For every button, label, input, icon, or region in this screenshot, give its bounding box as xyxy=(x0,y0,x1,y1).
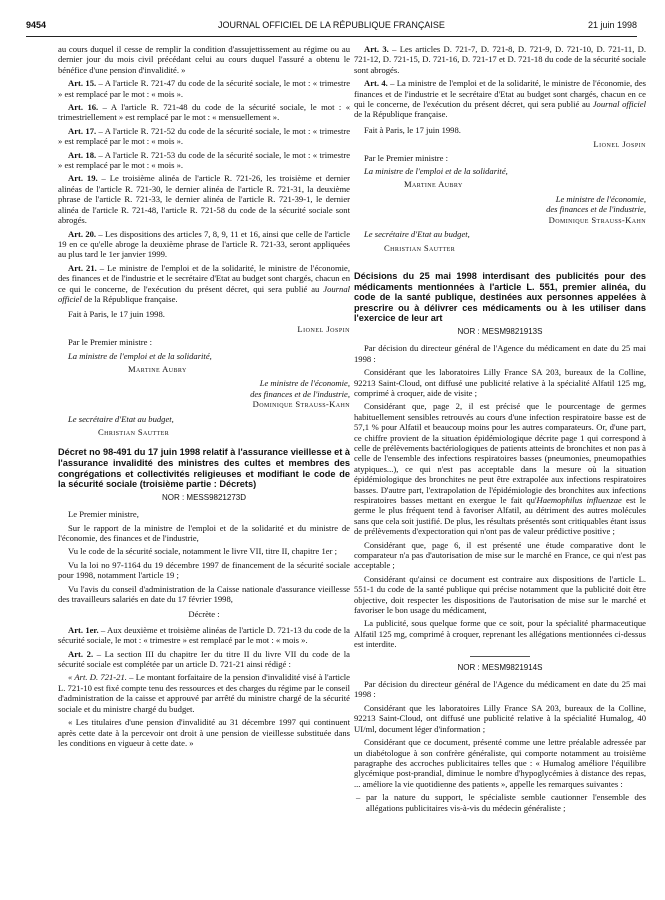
decision-2-considerant-1: Considérant que les laboratoires Lilly France SA 203, bureaux de la Colline, 92213 Saint-Cloud, ont diffusé une publicité relative à la spécialité Humalog, 40 UI/ml, document léger d'information ; xyxy=(354,702,646,734)
article-16: Art. 16. – A l'article R. 721-48 du code de la sécurité sociale, le mot : « trimestriellement » est remplacé par le mot : « mensuellement ». xyxy=(58,102,351,123)
decision-2-bullet-1: – par la nature du support, le spécialiste semble cautionner l'ensemble des allégations publicitaires vis-à-vis du médecin généraliste ; xyxy=(354,792,646,813)
right-column xyxy=(354,44,646,816)
article-3: Art. 3. – Les articles D. 721-7, D. 721-8, D. 721-9, D. 721-10, D. 721-11, D. 721-12, D. 721-15, D. 721-16, D. 721-17 et D. 721-18 du code de la sécurité sociale sont abrogés. xyxy=(354,44,646,75)
header-rule xyxy=(26,36,637,37)
decision-2-intro: Par décision du directeur général de l'Agence du médicament en date du 25 mai 1998 : xyxy=(354,679,646,700)
decree-title: Décret no 98-491 du 17 juin 1998 relatif à l'assurance vieillesse et à l'assurance invalidité des ministres des cultes et membres des congrégations et collectivités religieuses et modifiant le code de la sécurité sociale (troisième partie : Décrets) xyxy=(58,447,350,490)
article-17: Art. 17. – A l'article R. 721-52 du code de la sécurité sociale, le mot : « trimestre » est remplacé par le mot : « mois ». xyxy=(58,125,351,147)
by-prime-minister: Par le Premier ministre : xyxy=(364,152,449,163)
nor-reference-1: NOR : MESM9821913S xyxy=(457,326,543,336)
preamble-rapport: Sur le rapport de la ministre de l'emploi et de la solidarité et du ministre de l'économie, des finances et de l'industrie, xyxy=(58,522,350,543)
decision-1-considerant-4: Considérant qu'ainsi ce document est contraire aux dispositions de l'article L. 551-1 du code de la santé publique qui précise notamment que la publicité doit être objective, doit respecter les dispositions de l'autorisation de mise sur le marché et favoriser le bon usage du médicament, xyxy=(354,573,646,616)
signature-date: Fait à Paris, le 17 juin 1998. xyxy=(68,309,165,320)
article-21: Art. 21. – Le ministre de l'emploi et de la solidarité, le ministre de l'économie, des finances et de l'industrie et le secrétaire d'Etat au budget sont chargés, chacun en ce qui le concerne, de l'exécution du présent décret, qui sera publié au Journal officiel de la République française. xyxy=(58,262,351,304)
decision-title: Décisions du 25 mai 1998 interdisant des publicités pour des médicaments mentionnées à l'article L. 551, premier alinéa, du code de la santé publique, destinées aux personnes appelées à prescrire ou à délivrer ces médicaments ou à les utiliser dans l'exercice de leur art xyxy=(354,270,646,324)
article-4: Art. 4. – La ministre de l'emploi et de la solidarité, le ministre de l'économie, des finances et de l'industrie et le secrétaire d'Etat au budget sont chargés, chacun en ce qui le concerne, de l'exécution du présent décret, qui sera publié au Journal officiel de la République française. xyxy=(354,78,646,120)
signature-sautter: Christian Sautter xyxy=(98,427,170,437)
decrete: Décrète : xyxy=(188,609,220,620)
nor-reference: NOR : MESS9821273D xyxy=(161,492,247,502)
preamble-vu-2: Vu la loi no 97-1164 du 19 décembre 1997 de financement de la sécurité sociale pour 1998, notamment l'article 19 ; xyxy=(58,559,350,581)
signature-aubry: Martine Aubry xyxy=(128,363,187,374)
page-header xyxy=(26,20,637,34)
preamble-vu-1: Vu le code de la sécurité sociale, notamment le livre VII, titre II, chapitre 1er ; xyxy=(68,546,337,557)
by-prime-minister: Par le Premier ministre : xyxy=(68,337,153,348)
preamble-pm: Le Premier ministre, xyxy=(68,509,139,520)
section-separator xyxy=(470,656,530,657)
preamble-vu-3: Vu l'avis du conseil d'administration de la Caisse nationale d'assurance vieillesse des travailleurs salariés en date du 17 février 1998, xyxy=(58,583,350,605)
article-20: Art. 20. – Les dispositions des articles 7, 8, 9, 11 et 16, ainsi que celle de l'article 19 en ce qu'elle abroge la deuxième phrase de l'article R. 721-33, seront appliquées au plus tard le 1er janvier 1999. xyxy=(58,228,351,260)
signature-prime-minister: Lionel Jospin xyxy=(297,323,350,334)
article-1: Art. 1er. – Aux deuxième et troisième alinéas de l'article D. 721-13 du code de la sécurité sociale, le mot : « trimestre » est remplacé par le mot : « mois ». xyxy=(58,624,350,646)
article-18: Art. 18. – A l'article R. 721-53 du code de la sécurité sociale, le mot : « trimestre » est remplacé par le mot : « mois ». xyxy=(58,149,351,171)
signature-sautter: Christian Sautter xyxy=(384,242,456,253)
signature-date: Fait à Paris, le 17 juin 1998. xyxy=(364,124,461,135)
issue-date: 21 juin 1998 xyxy=(587,20,637,30)
continuation-paragraph: au cours duquel il cesse de remplir la condition d'assujettissement au régime ou au dernier jour du mois civil précédant celui au cours duquel l'assuré a obtenu le bénéfice d'une pension d'invalidité. » xyxy=(58,44,350,75)
page-number: 9454 xyxy=(26,20,47,30)
article-19: Art. 19. – Le troisième alinéa de l'article R. 721-26, les troisième et dernier alinéas de l'article R. 721-30, le dernier alinéa de l'article R. 721-31, la deuxième phrase de l'article R. 721-33, le dernier alinéa de l'article R. 721-39-1, le dernier alinéa de l'article R. 721-48, l'article R. 721-58 du code de la sécurité sociale sont abrogés. xyxy=(58,173,350,226)
decision-1-considerant-2: Considérant que, page 2, il est précisé que le pourcentage de germes habituellement sensibles retrouvés au cours d'une infection respiratoire basse est de 57,1 % pour Alfatil et beaucoup moins pour les autres comparateurs. Or, d'une part, ce chiffre provient de la situation épidémiologique décrite page 1 qui correspond à celle de prélèvements bactériologiques de patients atteints de bronchites et non pas à celle de l'ensemble des infections respiratoires basses (pneumonies, pneumopathies atypiques...), ce qui n'est pas acceptable dans la mesure où la situation épidémiologique des bronchites ne peut être extrapolée aux infections respiratoires basses. D'autre part, l'extrapolation de l'épidémiologie des bronchites aux infections respiratoires basses mettant en exergue le fait qu'Haemophilus influenzae est le germe le plus fréquent tend à favoriser Alfatil, au détriment des autres molécules sans que cela soit justifié. De plus, les résultats présentés sont critiquables étant issus de prélèvements d'expectoration qui n'ont pas de valeur prédictive positive ; xyxy=(354,401,646,537)
decision-2-considerant-2: Considérant que ce document, présenté comme une lettre préalable adressée par un diabétologue à son confrère généraliste, qui comporte notamment au troisième paragraphe des accroches publicitaires telles que : « Humalog améliore l'équilibre glycémique post-prandial, diminue le nombre d'hypoglycémies à distance des repas, ... améliore la vie quotidienne des patients », appelle les remarques suivantes : xyxy=(354,737,646,789)
article-2: Art. 2. – La section III du chapitre Ier du titre II du livre VII du code de la sécurité sociale est complétée par un article D. 721-21 ainsi rédigé : xyxy=(58,648,350,670)
minister-economy-block: Le ministre de l'économie, des finances et de l'industrie, Dominique Strauss-Kahn xyxy=(546,193,646,225)
journal-title: JOURNAL OFFICIEL DE LA RÉPUBLIQUE FRANÇAISE xyxy=(218,20,445,30)
secretary-budget: Le secrétaire d'Etat au budget, xyxy=(68,413,174,424)
decision-1-considerant-3: Considérant que, page 6, il est présenté une étude comparative dont le comparateur n'a pas d'autorisation de mise sur le marché en France, ce qui n'est pas acceptable ; xyxy=(354,539,646,571)
signature-prime-minister: Lionel Jospin xyxy=(593,139,646,150)
article-d-721-21-cont: « Les titulaires d'une pension d'invalidité au 31 décembre 1997 qui continuent après cette date à la percevoir ont droit à une pension de vieillesse substituée dans les conditions en vigueur à cette date. » xyxy=(58,717,350,748)
decision-1-intro: Par décision du directeur général de l'Agence du médicament en date du 25 mai 1998 : xyxy=(354,343,646,364)
nor-reference-2: NOR : MESM9821914S xyxy=(457,662,543,672)
decision-1-ruling: La publicité, sous quelque forme que ce soit, pour la spécialité pharmaceutique Alfatil 125 mg, comprimé à croquer, reprenant les allégations mentionnées ci-dessus est interdite. xyxy=(354,618,646,650)
decision-1-considerant-1: Considérant que les laboratoires Lilly France SA 203, bureaux de la Colline, 92213 Saint-Cloud, ont diffusé une publicité relative à la spécialité Alfatil 125 mg, comprimé à croquer, aide de visite ; xyxy=(354,367,646,398)
minister-employment: La ministre de l'emploi et de la solidarité, xyxy=(364,166,508,177)
minister-economy-block: Le ministre de l'économie, des finances et de l'industrie, Dominique Strauss-Kahn xyxy=(250,378,350,410)
minister-employment: La ministre de l'emploi et de la solidarité, xyxy=(68,350,212,361)
signature-aubry: Martine Aubry xyxy=(404,179,463,190)
secretary-budget: Le secrétaire d'Etat au budget, xyxy=(364,229,470,240)
article-15: Art. 15. – A l'article R. 721-47 du code de la sécurité sociale, le mot : « trimestre » est remplacé par le mot : « mois ». xyxy=(58,78,351,99)
article-d-721-21: « Art. D. 721-21. – Le montant forfaitaire de la pension d'invalidité visé à l'article L. 721-10 est fixé compte tenu des ressources et des charges du régime par le conseil d'administration de la caisse et approuvé par arrêté du ministre chargé de la sécurité sociale et du ministre chargé du budget. xyxy=(58,672,350,714)
left-column xyxy=(58,44,350,751)
